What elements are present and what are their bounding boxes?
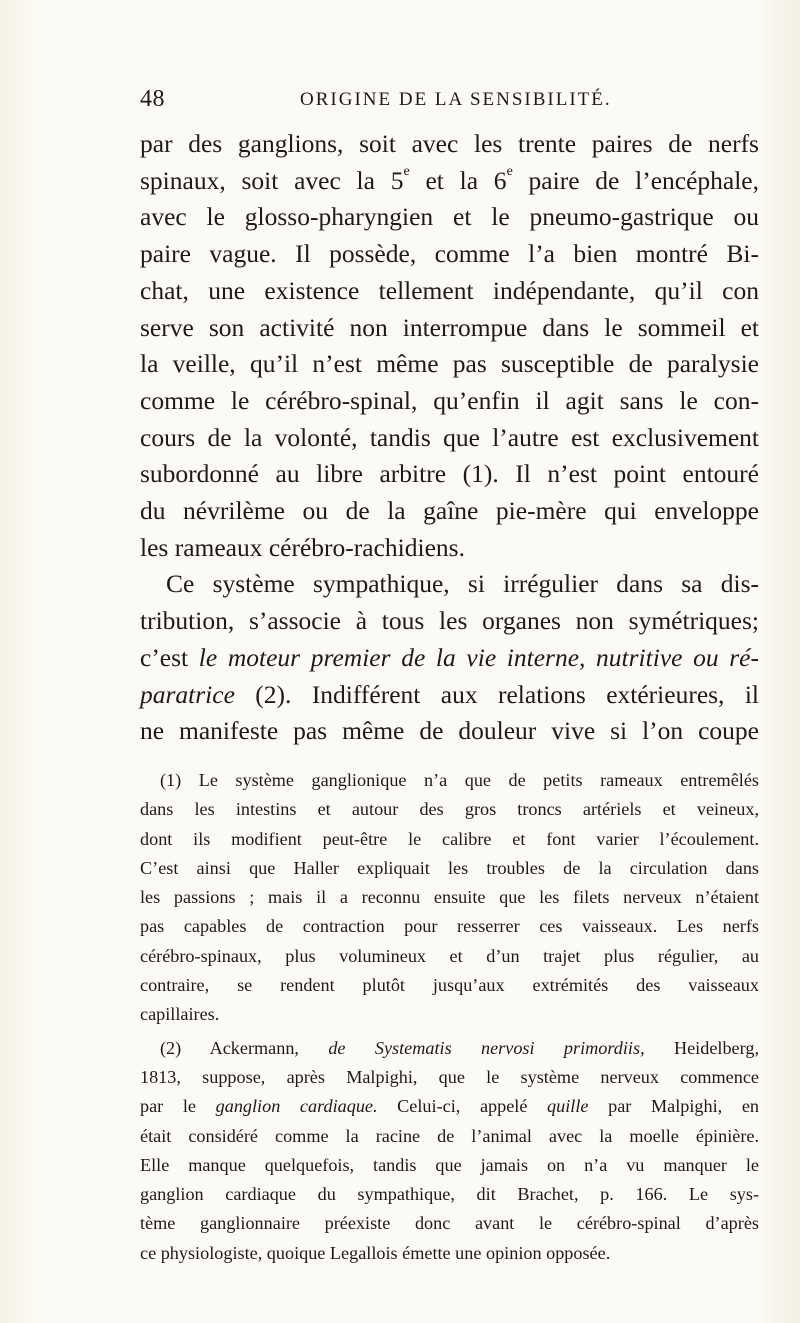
running-title: ORIGINE DE LA SENSIBILITÉ. bbox=[300, 89, 612, 110]
footnote-line: dont ils modifient peut-être le calibre et font varier l’écoulement. bbox=[140, 828, 759, 849]
text-line: comme le cérébro-spinal, qu’enfin il agit sans le con- bbox=[140, 385, 759, 415]
footnote-line: contraire, se rendent plutôt jusqu’aux extrémités des vaisseaux bbox=[140, 975, 759, 996]
footnote-line: dans les intestins et autour des gros troncs artériels et veineux, bbox=[140, 799, 759, 820]
page-number: 48 bbox=[140, 86, 165, 112]
text-line: ne manifeste pas même de douleur vive si l’on coupe bbox=[140, 716, 759, 746]
footnotes bbox=[140, 766, 759, 1268]
text-line: par des ganglions, soit avec les trente paires de nerfs bbox=[140, 129, 759, 158]
text-line: spinaux, soit avec la 5e et la 6e paire de l’encéphale, bbox=[140, 163, 759, 195]
text-line: c’est le moteur premier de la vie interne, nutritive ou ré- bbox=[140, 642, 759, 672]
footnote-line: par le ganglion cardiaque. Celui-ci, appelé quille par Malpighi, en bbox=[140, 1096, 759, 1117]
text-line: paire vague. Il possède, comme l’a bien montré Bi- bbox=[140, 239, 759, 269]
footnote-line: cérébro-spinaux, plus volumineux et d’un trajet plus régulier, au bbox=[140, 945, 759, 966]
text-line: chat, une existence tellement indépendante, qu’il con bbox=[140, 275, 759, 305]
footnote-line: (1) Le système ganglionique n’a que de petits rameaux entremêlés bbox=[160, 770, 759, 790]
footnote-line: tème ganglionnaire préexiste donc avant le cérébro-spinal d’après bbox=[140, 1213, 759, 1234]
text-line: du névrilème ou de la gaîne pie-mère qui enveloppe bbox=[140, 496, 759, 526]
text-line: la veille, qu’il n’est même pas susceptible de paralysie bbox=[140, 349, 759, 379]
footnote-line: 1813, suppose, après Malpighi, que le système nerveux commence bbox=[140, 1066, 759, 1087]
footnote-line: ce physiologiste, quoique Legallois émette une opinion opposée. bbox=[140, 1242, 611, 1263]
text-line: paratrice (2). Indifférent aux relations extérieures, il bbox=[140, 679, 759, 709]
main-text bbox=[140, 126, 759, 750]
text-line: cours de la volonté, tandis que l’autre est exclusivement bbox=[140, 422, 759, 452]
footnote-line: capillaires. bbox=[140, 1004, 220, 1025]
text-line: subordonné au libre arbitre (1). Il n’est point entouré bbox=[140, 459, 759, 489]
text-line: Ce système sympathique, si irrégulier dans sa dis- bbox=[166, 569, 759, 599]
footnote-line: (2) Ackermann, de Systematis nervosi primordiis, Heidelberg, bbox=[160, 1037, 759, 1058]
text-line: les rameaux cérébro-rachidiens. bbox=[140, 532, 465, 562]
footnote-line: C’est ainsi que Haller expliquait les troubles de la circulation dans bbox=[140, 857, 759, 878]
footnote-line: était considéré comme la racine de l’animal avec la moelle épinière. bbox=[140, 1125, 759, 1146]
running-head bbox=[140, 86, 756, 118]
footnote-line: les passions ; mais il a reconnu ensuite que les filets nerveux n’étaient bbox=[140, 887, 759, 908]
text-line: tribution, s’associe à tous les organes non symétriques; bbox=[140, 606, 759, 636]
text-line: avec le glosso-pharyngien et le pneumo-gastrique ou bbox=[140, 202, 759, 232]
footnote-line: Elle manque quelquefois, tandis que jamais on n’a vu manquer le bbox=[140, 1154, 759, 1175]
footnote-line: ganglion cardiaque du sympathique, dit Brachet, p. 166. Le sys- bbox=[140, 1184, 759, 1205]
text-line: serve son activité non interrompue dans le sommeil et bbox=[140, 312, 759, 342]
footnote-line: pas capables de contraction pour resserrer ces vaisseaux. Les nerfs bbox=[140, 916, 759, 937]
